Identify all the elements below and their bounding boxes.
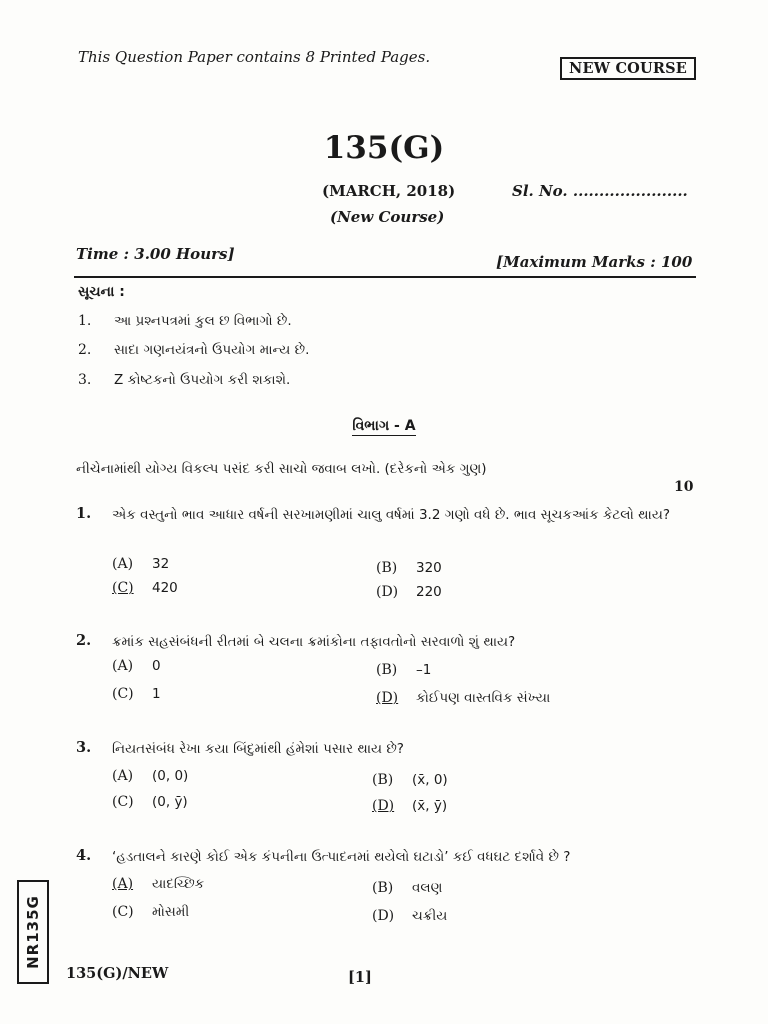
option-label: (B) [376,662,398,678]
option-value: વલણ [412,880,443,896]
new-course-badge: NEW COURSE [560,57,696,80]
question-number: 1. [76,505,92,522]
option-value: 32 [152,556,170,572]
option-label: (B) [376,560,398,576]
instruction-text: Z કોષ્ટકનો ઉપયોગ કરી શકાશે. [114,372,291,388]
option-c [112,904,189,920]
option-label: (A) [112,658,134,674]
instruction-item [78,372,290,388]
option-value: મોસમી [152,904,190,920]
option-a [112,556,169,572]
instruction-item [78,342,309,358]
option-label: (B) [372,772,394,788]
option-value: (0, 0) [152,768,189,784]
option-label: (D) [376,584,399,600]
question-text: ક્રમાંક સહસંબંધની રીતમાં બે ચલના ક્રમાંકોના તફાવતોનો સરવાળો શું થાય? [112,634,516,650]
option-value: યાદચ્છિક [152,876,205,892]
instruction-item [78,313,292,329]
instruction-text: આ પ્રશ્નપત્રમાં કુલ છ વિભાગો છે. [114,313,292,329]
section-title [0,418,768,434]
option-c [112,794,188,810]
option-label: (A) [112,768,134,784]
option-d [376,690,550,706]
section-marks: 10 [674,479,694,495]
option-value: (x̄, 0) [412,772,448,788]
option-b [372,880,442,896]
option-label: (D) [372,908,395,924]
option-value: –1 [416,662,432,678]
option-label: (A) [112,876,134,892]
option-value: 220 [416,584,442,600]
option-c [112,686,161,702]
question-number: 2. [76,632,92,649]
instruction-number: 2. [78,342,92,358]
option-b [376,560,442,576]
option-value: (x̄, ȳ) [412,798,448,814]
option-a [112,658,161,674]
option-d [376,584,442,600]
paper-code: 135(G) [323,130,445,166]
section-instruction: નીચેનામાંથી યોગ્ય વિકલ્પ પસંદ કરી સાચો જવાબ લખો. (દરેકનો એક ગુણ) [76,461,487,477]
option-label: (C) [112,686,134,702]
option-label: (A) [112,556,134,572]
question-text: નિયતસંબંધ રેખા કયા બિંદુમાંથી હંમેશાં પસાર થાય છે? [112,741,404,757]
option-value: કોઈપણ વાસ્તવિક સંખ્યા [416,690,551,706]
option-c [112,580,178,596]
option-value: 1 [152,686,161,702]
option-value: 420 [152,580,178,596]
serial-number: Sl. No. ...................... [512,182,688,200]
printed-pages-note: This Question Paper contains 8 Printed Pages. [78,48,431,66]
option-label: (B) [372,880,394,896]
option-value: 320 [416,560,442,576]
instruction-number: 3. [78,372,92,388]
option-value: ચક્રીય [412,908,448,924]
option-b [376,662,431,678]
instruction-number: 1. [78,313,92,329]
side-stamp-text: NR135G [24,895,42,969]
option-a [112,876,204,892]
exam-date: (MARCH, 2018) [322,182,456,200]
instructions-heading: સૂચના : [78,284,125,300]
question-text: એક વસ્તુનો ભાવ આધાર વર્ષની સરખામણીમાં ચાલુ વર્ષમાં 3.2 ગણો વધે છે. ભાવ સૂચકઆંક કેટલો થાય? [112,507,671,523]
page-number: [1] [348,969,372,986]
side-stamp [17,880,49,984]
header-divider [74,276,696,278]
question-number: 4. [76,847,92,864]
course-label: (New Course) [330,208,445,226]
option-label: (C) [112,904,134,920]
question-text: ‘હડતાલને કારણે કોઈ એક કંપનીના ઉત્પાદનમાં થયેલો ઘટાડો’ કઈ વધઘટ દર્શાવે છે ? [112,849,571,865]
option-a [112,768,188,784]
instruction-text: સાદા ગણનયંત્રનો ઉપયોગ માન્ય છે. [114,342,310,358]
option-label: (D) [372,798,395,814]
option-label: (C) [112,794,134,810]
option-d [372,908,447,924]
section-title-text: વિભાગ - A [352,418,416,434]
exam-time: Time : 3.00 Hours] [76,245,235,263]
option-label: (D) [376,690,399,706]
option-d [372,798,447,814]
option-label: (C) [112,580,134,596]
question-number: 3. [76,739,92,756]
maximum-marks: [Maximum Marks : 100 [496,253,693,271]
option-value: (0, ȳ) [152,794,188,810]
footer-paper-code: 135(G)/NEW [66,965,169,982]
option-b [372,772,448,788]
option-value: 0 [152,658,161,674]
